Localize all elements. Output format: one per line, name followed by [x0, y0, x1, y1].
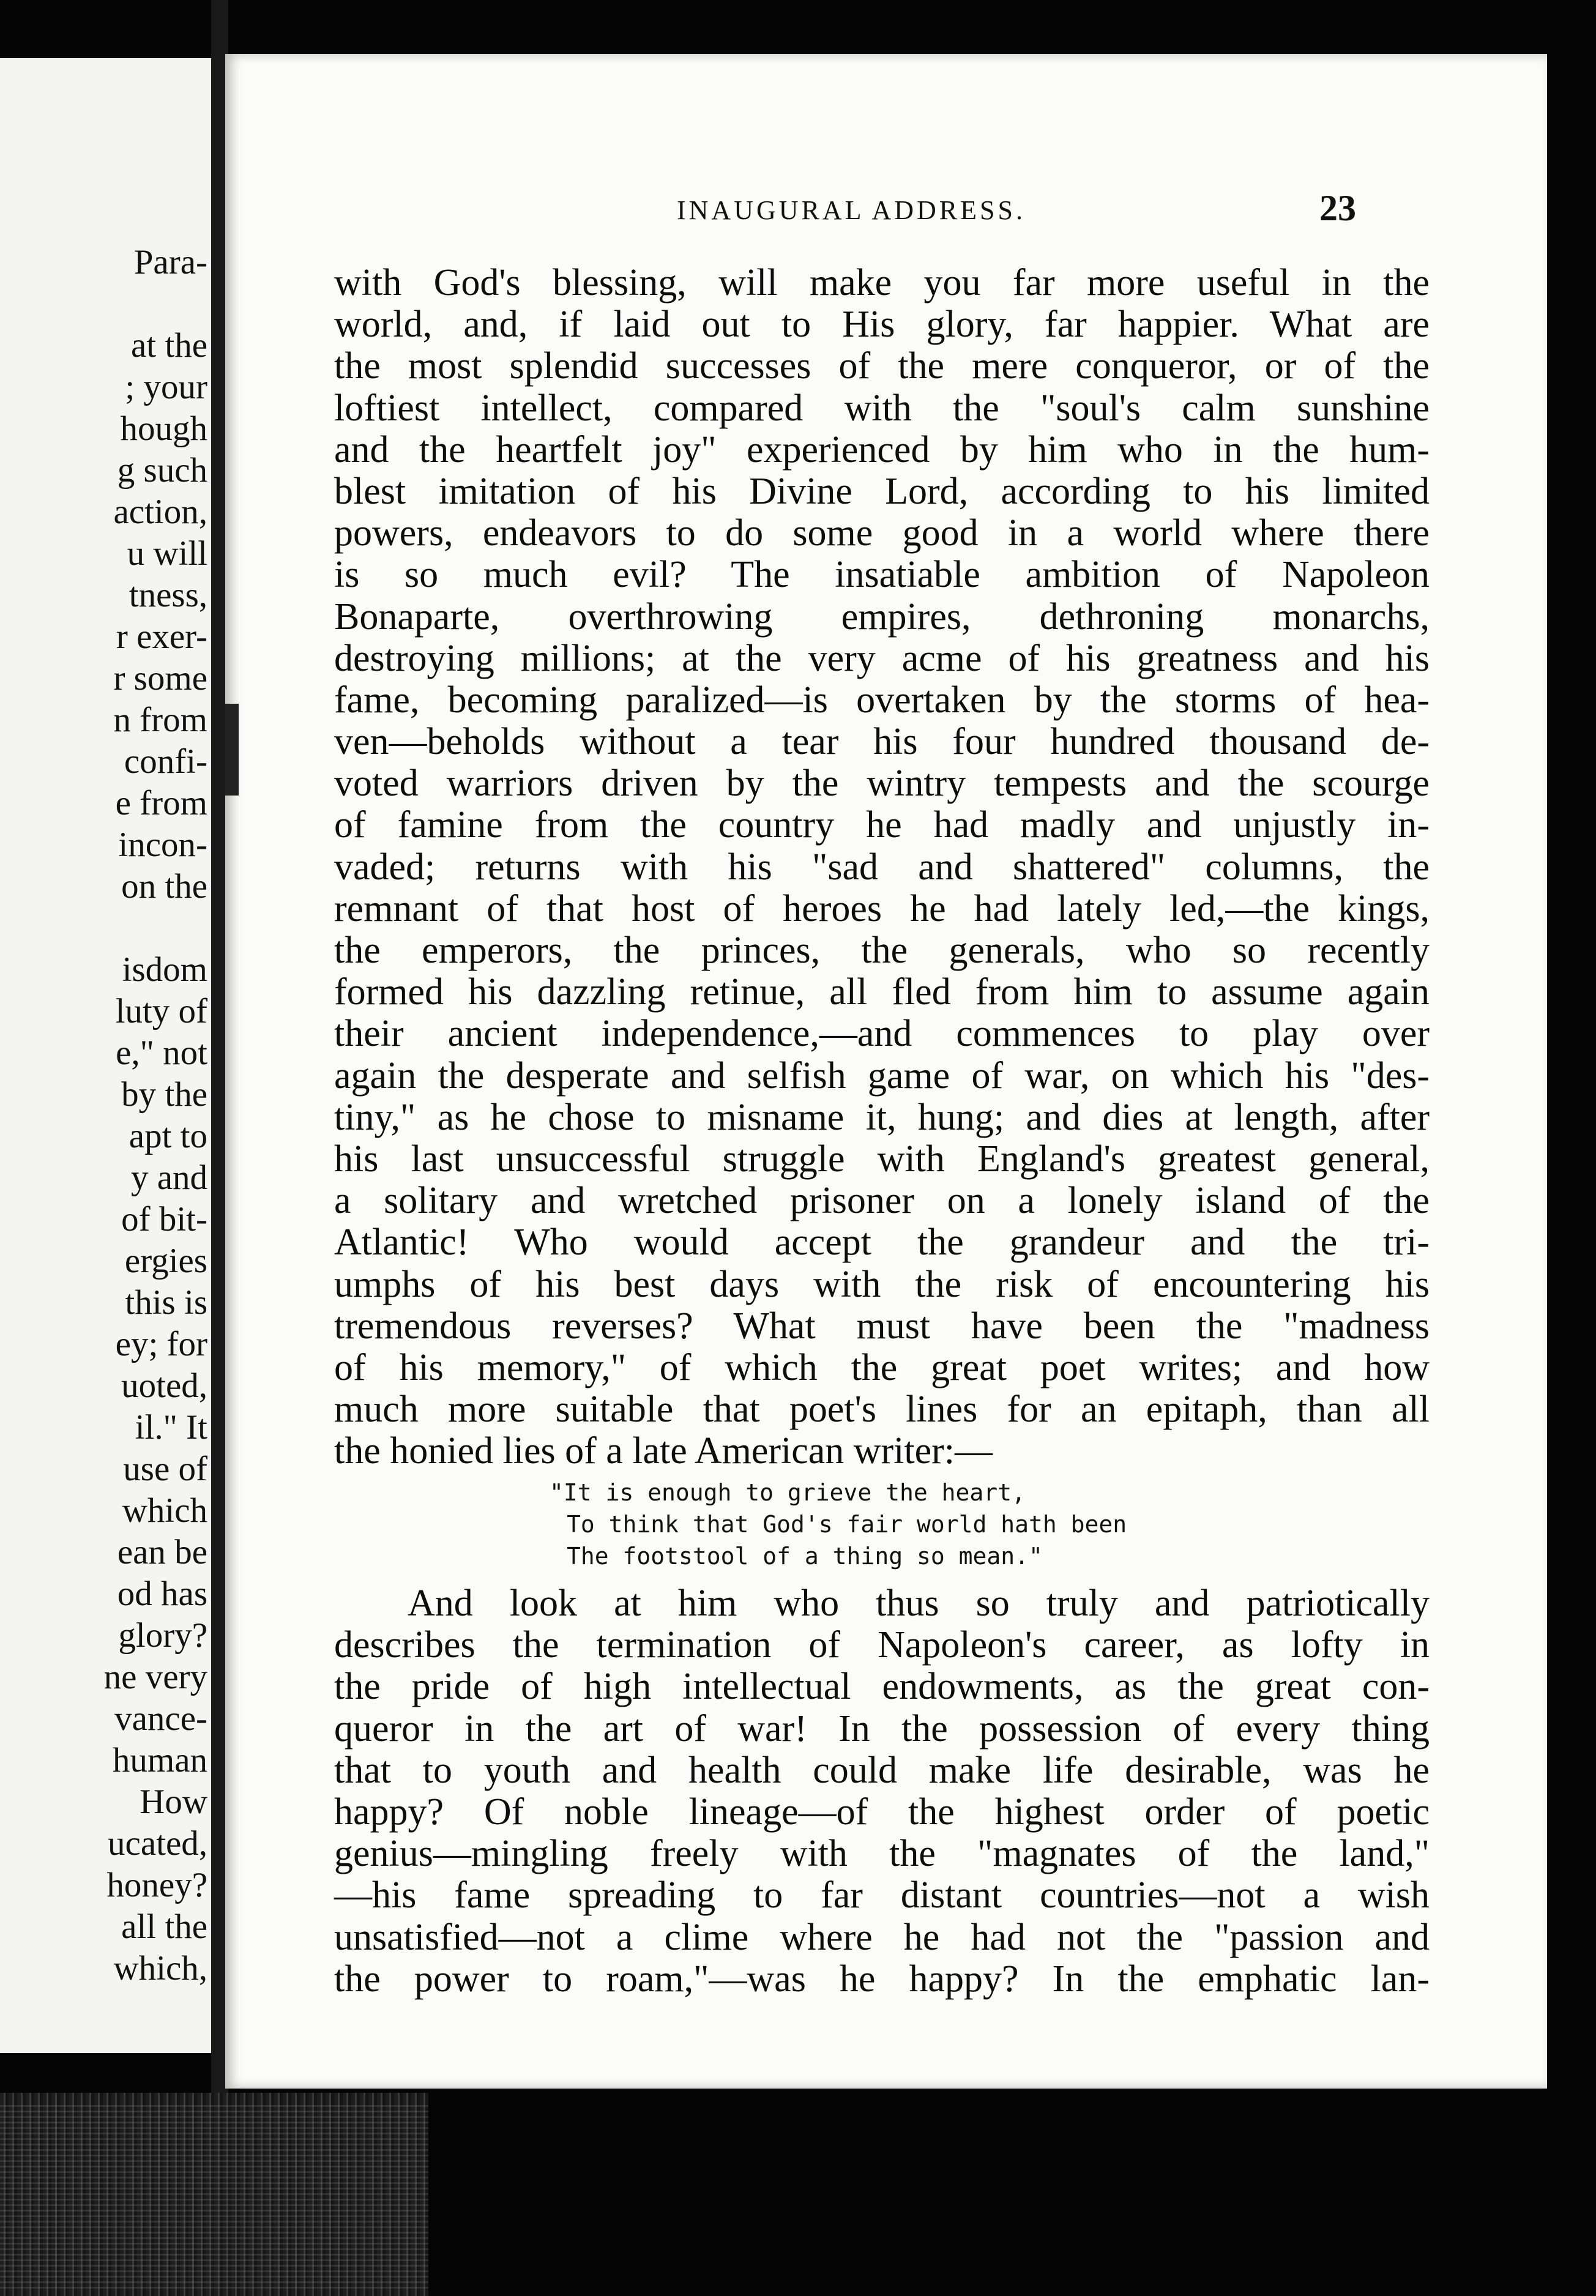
left-fragment-line: glory?: [118, 1616, 207, 1655]
left-fragment-line: luty of: [115, 992, 207, 1031]
left-fragment-line: confi-: [124, 742, 207, 781]
left-fragment-line: Para-: [133, 243, 207, 281]
left-fragment-line: action,: [113, 493, 207, 531]
left-fragment-line: which,: [113, 1949, 207, 1988]
left-fragment-line: u will: [127, 534, 207, 573]
text-line: voted warriors driven by the wintry tempests and the scourge: [334, 762, 1430, 805]
left-page-text-fragments: [104, 242, 207, 1989]
left-fragment-line: ne very: [103, 1658, 207, 1696]
verse-quote: [550, 1477, 1127, 1572]
left-fragment-line: ; your: [125, 368, 207, 406]
left-fragment-line: honey?: [106, 1866, 207, 1904]
text-line: destroying millions; at the very acme of his greatness and his: [334, 637, 1430, 679]
left-fragment-line: tness,: [129, 576, 207, 614]
left-fragment-line: il." It: [135, 1408, 207, 1447]
left-fragment-line: at the: [130, 326, 207, 365]
running-title: INAUGURAL ADDRESS.: [677, 195, 1026, 225]
text-line: vaded; returns with his "sad and shattered" columns, the: [334, 846, 1430, 888]
text-line: the most splendid successes of the mere conqueror, or of the: [334, 345, 1430, 387]
text-line: And look at him who thus so truly and patriotically: [408, 1582, 1430, 1624]
left-fragment-line: vance-: [114, 1699, 207, 1738]
quote-line: To think that God's fair world hath been: [567, 1511, 1127, 1538]
text-line: a solitary and wretched prisoner on a lonely island of the: [334, 1180, 1430, 1222]
text-line: formed his dazzling retinue, all fled from him to assume again: [334, 971, 1430, 1013]
left-fragment-line: of bit-: [121, 1200, 207, 1239]
text-line: ven—beholds without a tear his four hundred thousand de-: [334, 721, 1430, 763]
text-line: powers, endeavors to do some good in a world where there: [334, 512, 1430, 554]
page-number: 23: [1319, 188, 1356, 228]
text-line: their ancient independence,—and commences to play over: [334, 1013, 1430, 1055]
text-line: of his memory," of which the great poet writes; and how: [334, 1346, 1430, 1388]
left-fragment-line: ergies: [124, 1242, 207, 1280]
text-line: unsatisfied—not a clime where he had not the "passion and: [334, 1916, 1430, 1958]
text-line: and the heartfelt joy" experienced by him who in the hum-: [334, 428, 1430, 471]
left-fragment-line: which: [122, 1491, 207, 1530]
left-fragment-line: y and: [130, 1158, 207, 1197]
text-line: that to youth and health could make life desirable, was he: [334, 1749, 1430, 1791]
text-line: describes the termination of Napoleon's career, as lofty in: [334, 1624, 1430, 1666]
left-fragment-line: this is: [125, 1283, 207, 1322]
text-line: fame, becoming paralized—is overtaken by the storms of hea-: [334, 679, 1430, 721]
quote-line: "It is enough to grieve the heart,: [550, 1479, 1026, 1506]
left-fragment-line: How: [140, 1783, 207, 1821]
text-line: —his fame spreading to far distant countries—not a wish: [334, 1874, 1430, 1917]
text-line: the power to roam,"—was he happy? In the emphatic lan-: [334, 1958, 1430, 2000]
paragraph-2: [334, 1582, 1430, 2000]
text-line: Bonaparte, overthrowing empires, dethroning monarchs,: [334, 595, 1430, 638]
left-fragment-line: r some: [113, 659, 207, 698]
text-line: the emperors, the princes, the generals, who so recently: [334, 930, 1430, 971]
quote-line: The footstool of a thing so mean.": [567, 1543, 1043, 1570]
text-line: with God's blessing, will make you far more useful in the: [334, 262, 1430, 304]
text-line: the honied lies of a late American writer:—: [334, 1430, 993, 1472]
left-fragment-line: e from: [115, 784, 207, 822]
binding-clip: [225, 704, 239, 796]
left-fragment-line: apt to: [129, 1117, 207, 1155]
text-line: loftiest intellect, compared with the "soul's calm sunshine: [334, 387, 1430, 429]
text-line: genius—mingling freely with the "magnates of the land,": [334, 1833, 1430, 1875]
text-line: is so much evil? The insatiable ambition of Napoleon: [334, 554, 1430, 596]
text-line: happy? Of noble lineage—of the highest order of poetic: [334, 1791, 1430, 1833]
right-page: [225, 54, 1547, 2089]
left-fragment-line: isdom: [122, 950, 207, 989]
text-line: umphs of his best days with the risk of encountering his: [334, 1263, 1430, 1305]
text-line: again the desperate and selfish game of war, on which his "des-: [334, 1054, 1430, 1097]
paragraph-1: [334, 262, 1430, 1472]
left-fragment-line: on the: [121, 867, 207, 906]
text-line: remnant of that host of heroes he had lately led,—the kings,: [334, 887, 1430, 930]
text-line: queror in the art of war! In the possession of every thing: [334, 1707, 1430, 1750]
left-fragment-line: incon-: [118, 826, 207, 864]
text-line: Atlantic! Who would accept the grandeur and the tri-: [334, 1221, 1430, 1264]
text-line: tremendous reverses? What must have been the "madness: [334, 1305, 1430, 1347]
left-fragment-line: [104, 908, 207, 949]
text-line: world, and, if laid out to His glory, far happier. What are: [334, 304, 1430, 346]
left-fragment-line: human: [112, 1741, 207, 1780]
left-fragment-line: od has: [117, 1575, 207, 1613]
left-fragment-line: e," not: [116, 1034, 207, 1072]
left-fragment-line: [104, 283, 207, 325]
left-fragment-line: all the: [121, 1907, 207, 1946]
left-fragment-line: ean be: [117, 1533, 207, 1571]
left-fragment-line: uoted,: [121, 1366, 207, 1405]
text-line: much more suitable that poet's lines for an epitaph, than all: [334, 1388, 1430, 1431]
left-fragment-line: use of: [123, 1450, 207, 1488]
text-line: the pride of high intellectual endowments, as the great con-: [334, 1666, 1430, 1708]
binding-tape-texture: [0, 2105, 428, 2289]
left-fragment-line: by the: [121, 1075, 207, 1114]
left-page: [0, 58, 217, 2053]
left-fragment-line: hough: [120, 409, 207, 448]
left-fragment-line: ey; for: [115, 1325, 207, 1363]
text-line: tiny," as he chose to misname it, hung; and dies at length, after: [334, 1096, 1430, 1138]
running-head: [225, 187, 1547, 236]
left-fragment-line: ucated,: [108, 1824, 207, 1863]
left-fragment-line: n from: [113, 701, 207, 739]
text-line: of famine from the country he had madly and unjustly in-: [334, 804, 1430, 846]
left-fragment-line: g such: [117, 451, 207, 490]
left-fragment-line: r exer-: [116, 617, 207, 656]
text-line: his last unsuccessful struggle with England's greatest general,: [334, 1138, 1430, 1180]
text-line: blest imitation of his Divine Lord, according to his limited: [334, 470, 1430, 512]
